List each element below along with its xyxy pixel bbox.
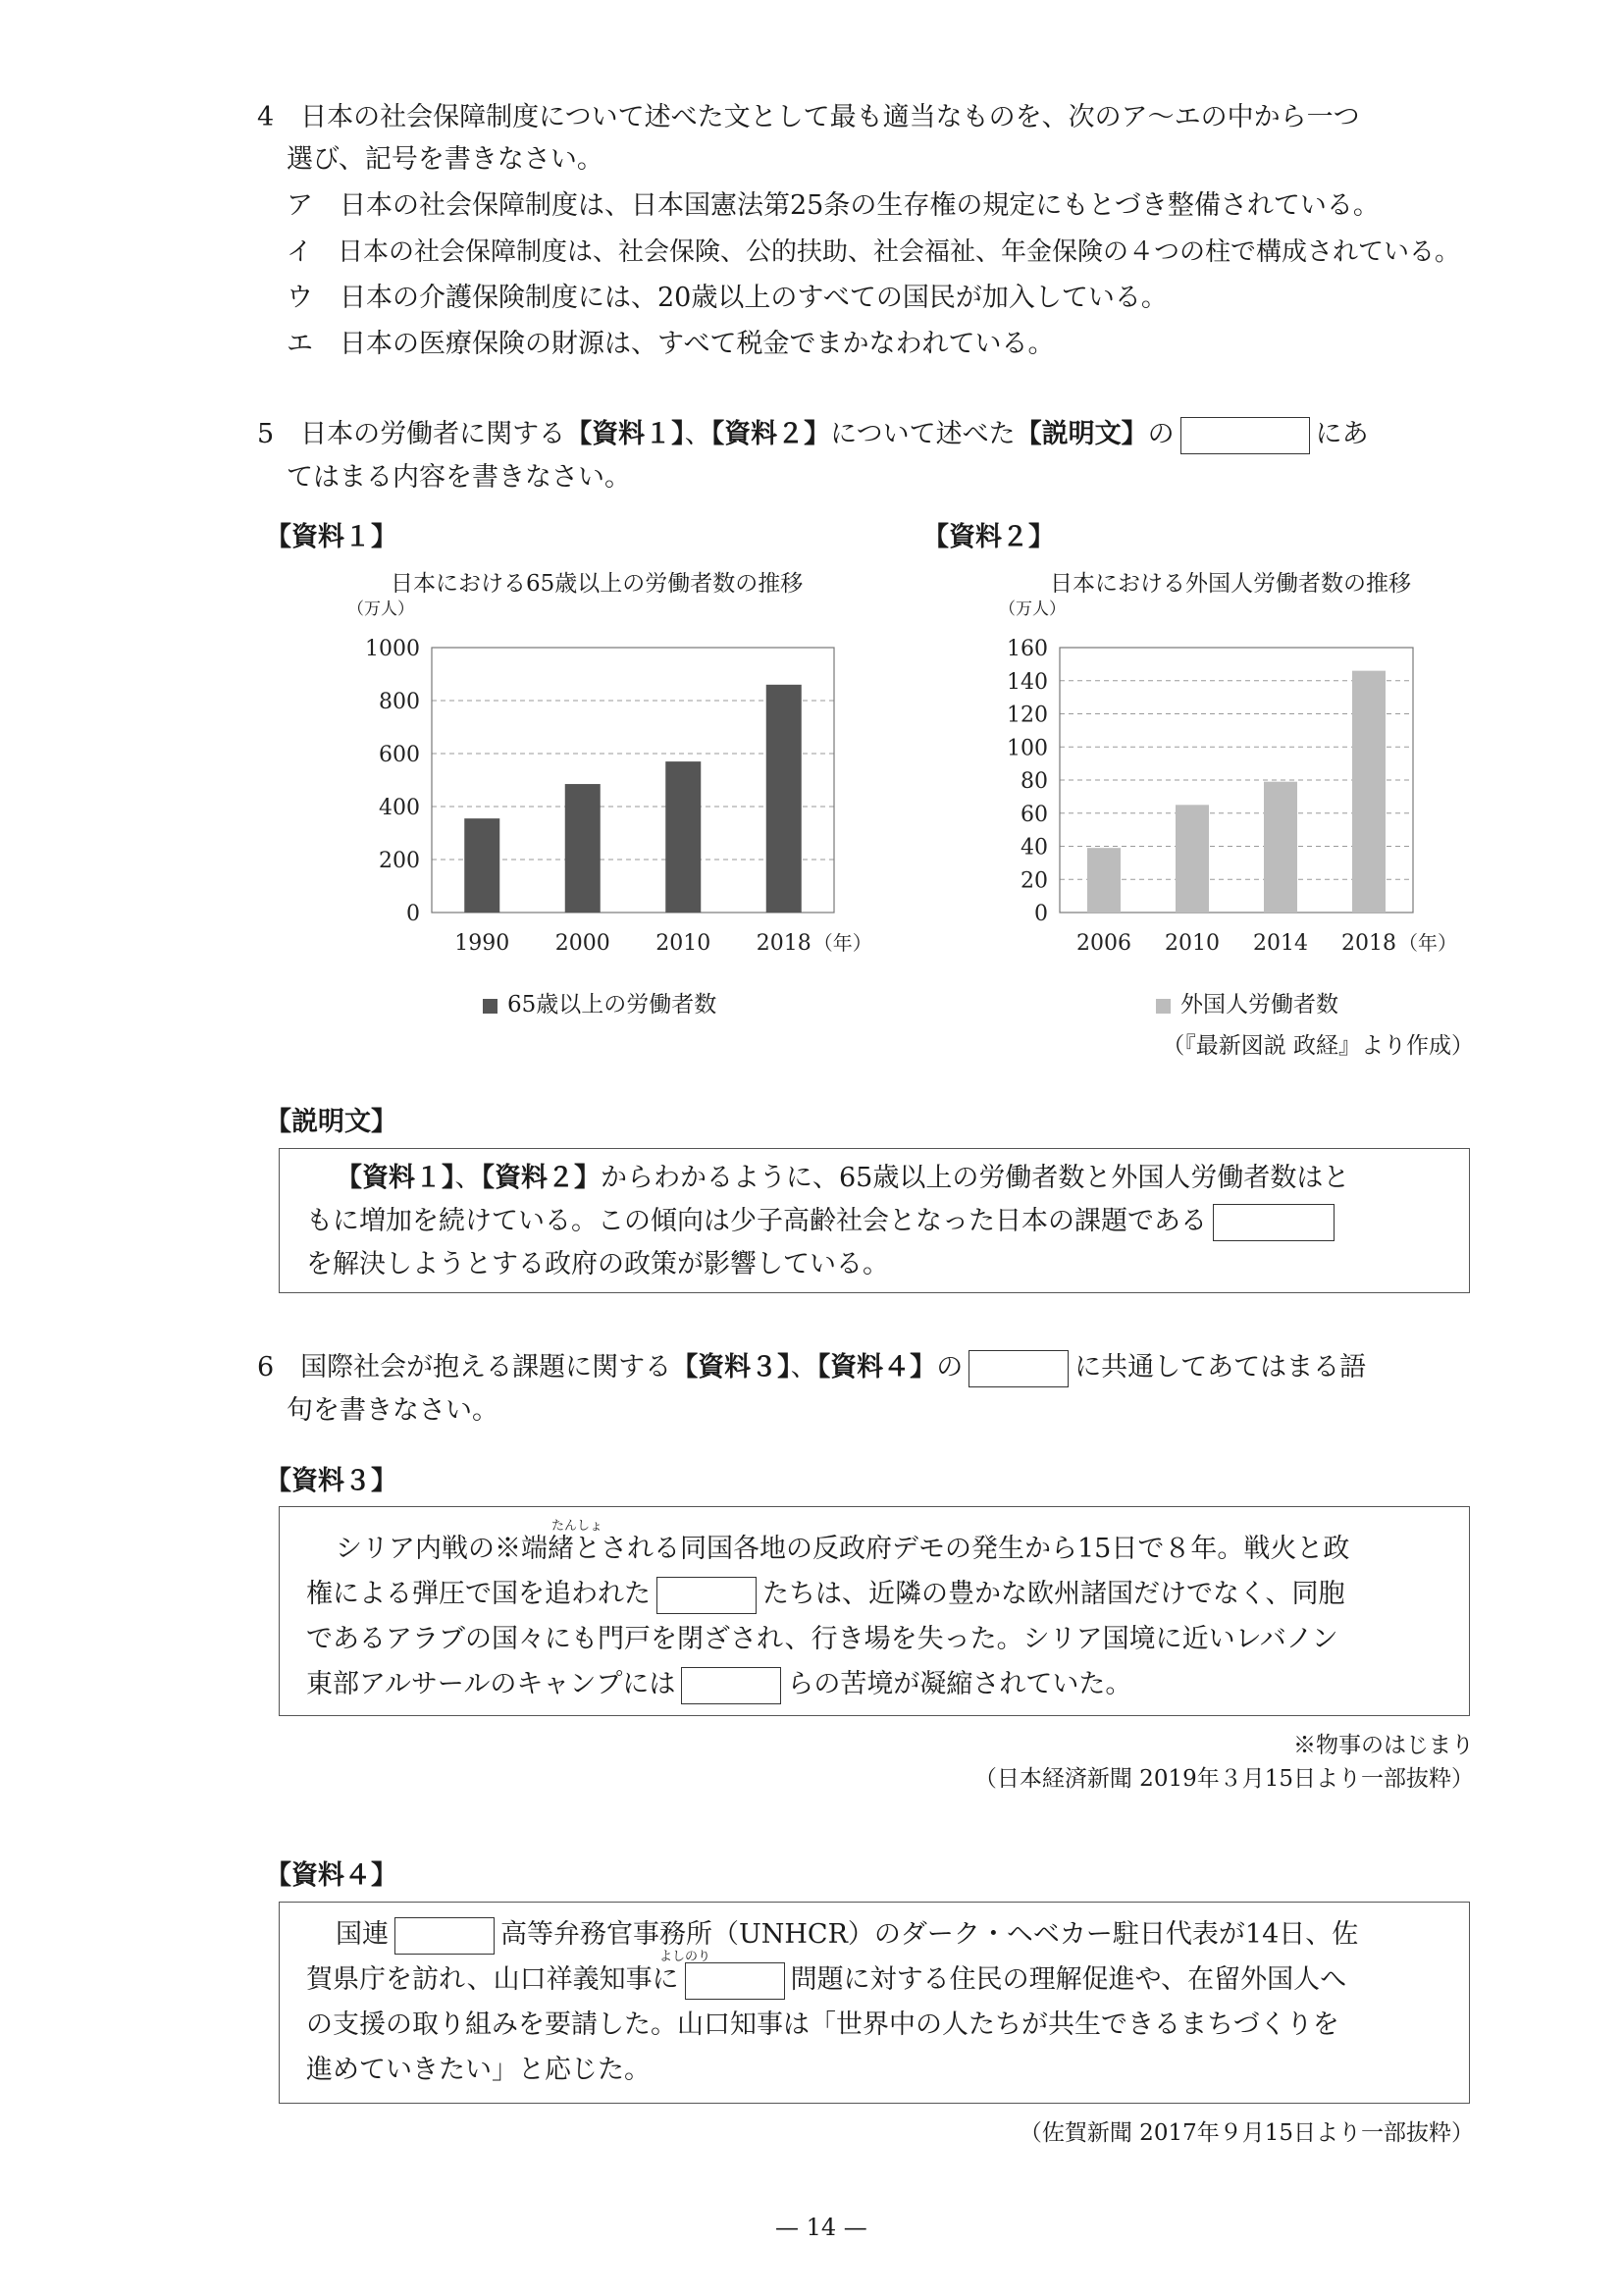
chart2-svg bbox=[981, 618, 1492, 962]
q5-stem-no: の bbox=[1147, 419, 1175, 449]
chart2-ylabel: （万人） bbox=[999, 600, 1066, 619]
shiryo3-text4b: らの苦境が凝縮されていた。 bbox=[787, 1669, 1132, 1699]
shiryo4-line2 bbox=[306, 1960, 1346, 2000]
x-tick-label: 1990 bbox=[454, 931, 510, 956]
shiryo3-label: 【資料３】 bbox=[265, 1466, 397, 1496]
shiryo2-label: 【資料２】 bbox=[922, 522, 1055, 552]
chart1-legend bbox=[483, 986, 716, 1018]
chart1-legend-label: 65歳以上の労働者数 bbox=[507, 992, 717, 1018]
q6-stem-line2: 句を書きなさい。 bbox=[287, 1395, 498, 1426]
q5-ref-shiryo1: 【資料１】 bbox=[565, 419, 685, 449]
y-tick-label: 600 bbox=[379, 743, 420, 767]
q6-stem-text2: に共通してあてはまる語 bbox=[1074, 1352, 1367, 1383]
shiryo3-source: （日本経済新聞 2019年３月15日より一部抜粋） bbox=[973, 1766, 1474, 1792]
y-tick-label: 100 bbox=[1007, 736, 1048, 761]
q5-stem-text: 5 日本の労働者に関する bbox=[257, 419, 566, 449]
chart2-title: 日本における外国人労働者数の推移 bbox=[1050, 571, 1411, 597]
chart2-legend-label: 外国人労働者数 bbox=[1180, 992, 1338, 1018]
shiryo3-line3: であるアラブの国々にも門戸を閉ざされ、行き場を失った。シリア国境に近いレバノン bbox=[306, 1624, 1338, 1654]
bar bbox=[1352, 671, 1386, 913]
shiryo3-text2a: 権による弾圧で国を追われた bbox=[306, 1579, 651, 1609]
setsumei-ref2: 【資料２】 bbox=[481, 1163, 601, 1193]
q5-stem-line1 bbox=[257, 415, 1369, 454]
bar bbox=[665, 761, 701, 913]
shiryo4-text1a: 国連 bbox=[336, 1919, 389, 1950]
answer-blank bbox=[685, 1962, 785, 2000]
y-tick-label: 200 bbox=[379, 849, 420, 873]
shiryo1-label: 【資料１】 bbox=[265, 522, 397, 552]
y-tick-label: 160 bbox=[1007, 637, 1048, 661]
q6-stem-no: の bbox=[936, 1352, 964, 1383]
q6-ref-shiryo4: 【資料４】 bbox=[816, 1352, 937, 1383]
answer-blank bbox=[1213, 1204, 1335, 1241]
chart1-title: 日本における65歳以上の労働者数の推移 bbox=[391, 571, 804, 597]
bar bbox=[565, 784, 601, 913]
chart2-legend bbox=[1156, 986, 1338, 1018]
page-number: — 14 — bbox=[775, 2214, 867, 2241]
x-tick-label: 2018 bbox=[1341, 931, 1396, 956]
shiryo4-text1b: 高等弁務官事務所（UNHCR）のダーク・ヘベカー駐日代表が14日、佐 bbox=[500, 1919, 1359, 1950]
x-tick-label: 2006 bbox=[1076, 931, 1131, 956]
shiryo3-ruby: たんしょ bbox=[551, 1519, 603, 1534]
setsumei-text2: もに増加を続けている。この傾向は少子高齢社会となった日本の課題である bbox=[306, 1206, 1207, 1236]
q5-stem-ni-a: にあ bbox=[1315, 419, 1369, 449]
y-tick-label: 1000 bbox=[365, 637, 420, 661]
q4-option-e: エ 日本の医療保険の財源は、すべて税金でまかなわれている。 bbox=[287, 329, 1055, 359]
shiryo4-line4: 進めていきたい」と応じた。 bbox=[306, 2055, 651, 2085]
q4-stem-line1: 4 日本の社会保障制度について述べた文として最も適当なものを、次のア～エの中から一つ bbox=[257, 102, 1360, 132]
answer-blank bbox=[681, 1667, 781, 1704]
shiryo4-text2a: 賀県庁を訪れ、山口祥義知事に bbox=[306, 1964, 679, 1995]
y-tick-label: 0 bbox=[406, 902, 420, 926]
shiryo4-label: 【資料４】 bbox=[265, 1860, 397, 1891]
chart2-legend-swatch bbox=[1156, 999, 1171, 1014]
shiryo3-note: ※物事のはじまり bbox=[1293, 1733, 1474, 1758]
q4-option-a: ア 日本の社会保障制度は、日本国憲法第25条の生存権の規定にもとづき整備されている。 bbox=[287, 190, 1380, 221]
shiryo4-source: （佐賀新聞 2017年９月15日より一部抜粋） bbox=[1019, 2120, 1474, 2146]
q5-ref-setsumei: 【説明文】 bbox=[1015, 419, 1148, 449]
bar bbox=[766, 685, 802, 913]
y-tick-label: 800 bbox=[379, 690, 420, 714]
y-tick-label: 40 bbox=[1021, 835, 1048, 861]
answer-blank bbox=[969, 1350, 1069, 1387]
x-tick-label: 2018 bbox=[756, 931, 812, 956]
q5-stem-text2: について述べた bbox=[830, 419, 1016, 449]
setsumei-text1: からわかるように、65歳以上の労働者数と外国人労働者数はと bbox=[601, 1163, 1350, 1193]
q5-ref-shiryo2: 【資料２】 bbox=[710, 419, 831, 449]
q4-stem-line2: 選び、記号を書きなさい。 bbox=[287, 144, 603, 175]
shiryo3-line4 bbox=[306, 1665, 1131, 1704]
x-tick-label: 2000 bbox=[554, 931, 610, 956]
x-axis-unit: （年） bbox=[1398, 931, 1457, 955]
shiryo3-text2b: たちは、近隣の豊かな欧州諸国だけでなく、同胞 bbox=[762, 1579, 1345, 1609]
bar bbox=[1087, 848, 1121, 913]
x-tick-label: 2010 bbox=[655, 931, 711, 956]
shiryo3-text4a: 東部アルサールのキャンプには bbox=[306, 1669, 676, 1699]
x-axis-unit: （年） bbox=[812, 931, 872, 955]
setsumei-line1 bbox=[336, 1159, 1349, 1198]
shiryo4-ruby: よしのり bbox=[659, 1950, 711, 1964]
y-tick-label: 140 bbox=[1007, 669, 1048, 695]
chart1-legend-swatch bbox=[483, 999, 497, 1014]
q5-sep: 、 bbox=[684, 419, 711, 449]
answer-blank bbox=[656, 1577, 757, 1614]
q5-stem-line2: てはまる内容を書きなさい。 bbox=[287, 462, 631, 493]
source-note: （『最新図説 政経』より作成） bbox=[1162, 1033, 1474, 1059]
y-tick-label: 0 bbox=[1034, 902, 1048, 926]
chart1-svg bbox=[324, 618, 872, 962]
y-tick-label: 400 bbox=[379, 796, 420, 820]
setsumei-line3: を解決しようとする政府の政策が影響している。 bbox=[306, 1249, 889, 1279]
shiryo4-line3: の支援の取り組みを要請した。山口知事は「世界中の人たちが共生できるまちづくりを bbox=[306, 2009, 1339, 2040]
setsumei-sep: 、 bbox=[454, 1163, 482, 1193]
y-tick-label: 60 bbox=[1021, 802, 1048, 827]
answer-blank bbox=[394, 1917, 495, 1955]
setsumei-ref1: 【資料１】 bbox=[336, 1163, 455, 1193]
y-tick-label: 20 bbox=[1021, 868, 1048, 894]
chart1-ylabel: （万人） bbox=[347, 600, 414, 619]
q4-option-i: イ 日本の社会保障制度は、社会保険、公的扶助、社会福祉、年金保険の４つの柱で構成されている。 bbox=[287, 237, 1461, 267]
q6-stem-text: 6 国際社会が抱える課題に関する bbox=[257, 1352, 672, 1383]
shiryo3-line2 bbox=[306, 1575, 1344, 1614]
q6-stem-line1 bbox=[257, 1348, 1366, 1387]
q6-sep: 、 bbox=[790, 1352, 817, 1383]
bar bbox=[1176, 805, 1209, 913]
shiryo4-line1 bbox=[336, 1915, 1358, 1955]
x-tick-label: 2010 bbox=[1165, 931, 1220, 956]
shiryo3-line1: シリア内戦の※端緒とされる同国各地の反政府デモの発生から15日で８年。戦火と政 bbox=[336, 1534, 1350, 1564]
y-tick-label: 120 bbox=[1007, 703, 1048, 728]
bar bbox=[1264, 782, 1297, 913]
setsumei-label: 【説明文】 bbox=[265, 1107, 397, 1137]
y-tick-label: 80 bbox=[1021, 769, 1048, 794]
x-tick-label: 2014 bbox=[1253, 931, 1308, 956]
bar bbox=[464, 818, 499, 913]
answer-blank bbox=[1180, 417, 1310, 454]
q4-option-u: ウ 日本の介護保険制度には、20歳以上のすべての国民が加入している。 bbox=[287, 283, 1168, 313]
shiryo4-text2b: 問題に対する住民の理解促進や、在留外国人へ bbox=[790, 1964, 1347, 1995]
setsumei-line2 bbox=[306, 1202, 1340, 1241]
q6-ref-shiryo3: 【資料３】 bbox=[671, 1352, 791, 1383]
